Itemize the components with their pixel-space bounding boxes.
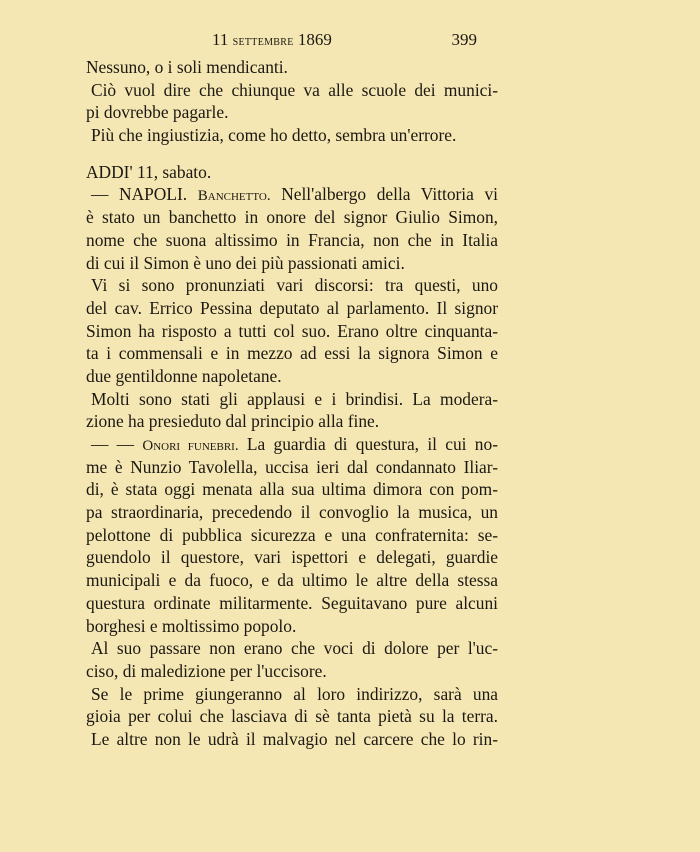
- header-month: settembre: [232, 34, 294, 49]
- section-title-banchetto: Banchetto.: [197, 188, 271, 205]
- running-header: [86, 30, 498, 56]
- text-line: questura ordinate militarmente. Seguitavano pure alcuni: [86, 592, 498, 613]
- text-line: pa straordinaria, precedendo il convoglio la musica, un: [86, 502, 498, 523]
- page-number: 399: [451, 30, 477, 49]
- text-line: municipali e da fuoco, e da ultimo le altre della stessa: [86, 570, 498, 591]
- text-line: Nessuno, o i soli mendicanti.: [86, 57, 288, 77]
- text-run: Nell'albergo della Vittoria vi: [270, 184, 498, 205]
- date-heading: ADDI' 11, sabato.: [86, 161, 212, 182]
- text-line: Le altre non le udrà il malvagio nel carcere che lo rin-: [91, 728, 498, 749]
- text-line: Se le prime giungeranno al loro indirizzo, sarà una: [91, 683, 498, 704]
- section-lead: — —: [91, 434, 135, 454]
- text-line: Vi si sono pronunziati vari discorsi: tra questi, uno: [91, 275, 498, 296]
- section-lead: — NAPOLI.: [91, 184, 188, 205]
- text-line: di cui il Simon è uno dei più passionati amici.: [86, 252, 405, 273]
- book-page: [86, 30, 498, 751]
- text-line: me è Nunzio Tavolella, uccisa ieri dal condannato Iliar-: [86, 456, 498, 477]
- text-line: Al suo passare non erano che voci di dolore per l'uc-: [91, 638, 498, 659]
- text-line: borghesi e moltissimo popolo.: [86, 615, 297, 636]
- text-line: pi dovrebbe pagarle.: [86, 102, 229, 123]
- text-line: pelottone di pubblica sicurezza e una confraternita: se-: [86, 524, 498, 545]
- paragraph-gap: [86, 147, 498, 161]
- text-line: Molti sono stati gli applausi e i brindisi. La modera-: [91, 388, 498, 409]
- text-line: del cav. Errico Pessina deputato al parlamento. Il signor: [86, 297, 498, 318]
- text-line: due gentildonne napoletane.: [86, 365, 282, 386]
- header-date: [212, 30, 332, 50]
- text-line: Ciò vuol dire che chiunque va alle scuole dei munici-: [91, 79, 498, 100]
- text-line: è stato un banchetto in onore del signor Giulio Simon,: [86, 207, 498, 228]
- header-year: 1869: [297, 30, 332, 49]
- text-line: nome che suona altissimo in Francia, non che in Italia: [86, 229, 498, 250]
- text-line: ciso, di maledizione per l'uccisore.: [86, 660, 327, 681]
- text-line: gioia per colui che lasciava di sè tanta pietà su la terra.: [86, 706, 498, 727]
- text-body: [86, 56, 498, 751]
- text-run: La guardia di questura, il cui no-: [238, 434, 498, 454]
- header-day: 11: [212, 30, 229, 49]
- text-line: di, è stata oggi menata alla sua ultima dimora con pom-: [86, 479, 498, 500]
- text-line: [86, 183, 498, 206]
- section-title-onori-funebri: Onori funebri.: [142, 438, 239, 454]
- text-line: ta i commensali e in mezzo ad essi la signora Simon e: [86, 343, 498, 364]
- text-line: guendolo il questore, vari ispettori e delegati, guardie: [86, 547, 498, 568]
- text-line: zione ha presieduto dal principio alla fine.: [86, 411, 380, 432]
- text-line: Simon ha risposto a tutti col suo. Erano oltre cinquanta-: [86, 320, 498, 341]
- text-line: [86, 433, 498, 456]
- text-line: Più che ingiustizia, come ho detto, sembra un'errore.: [91, 125, 457, 146]
